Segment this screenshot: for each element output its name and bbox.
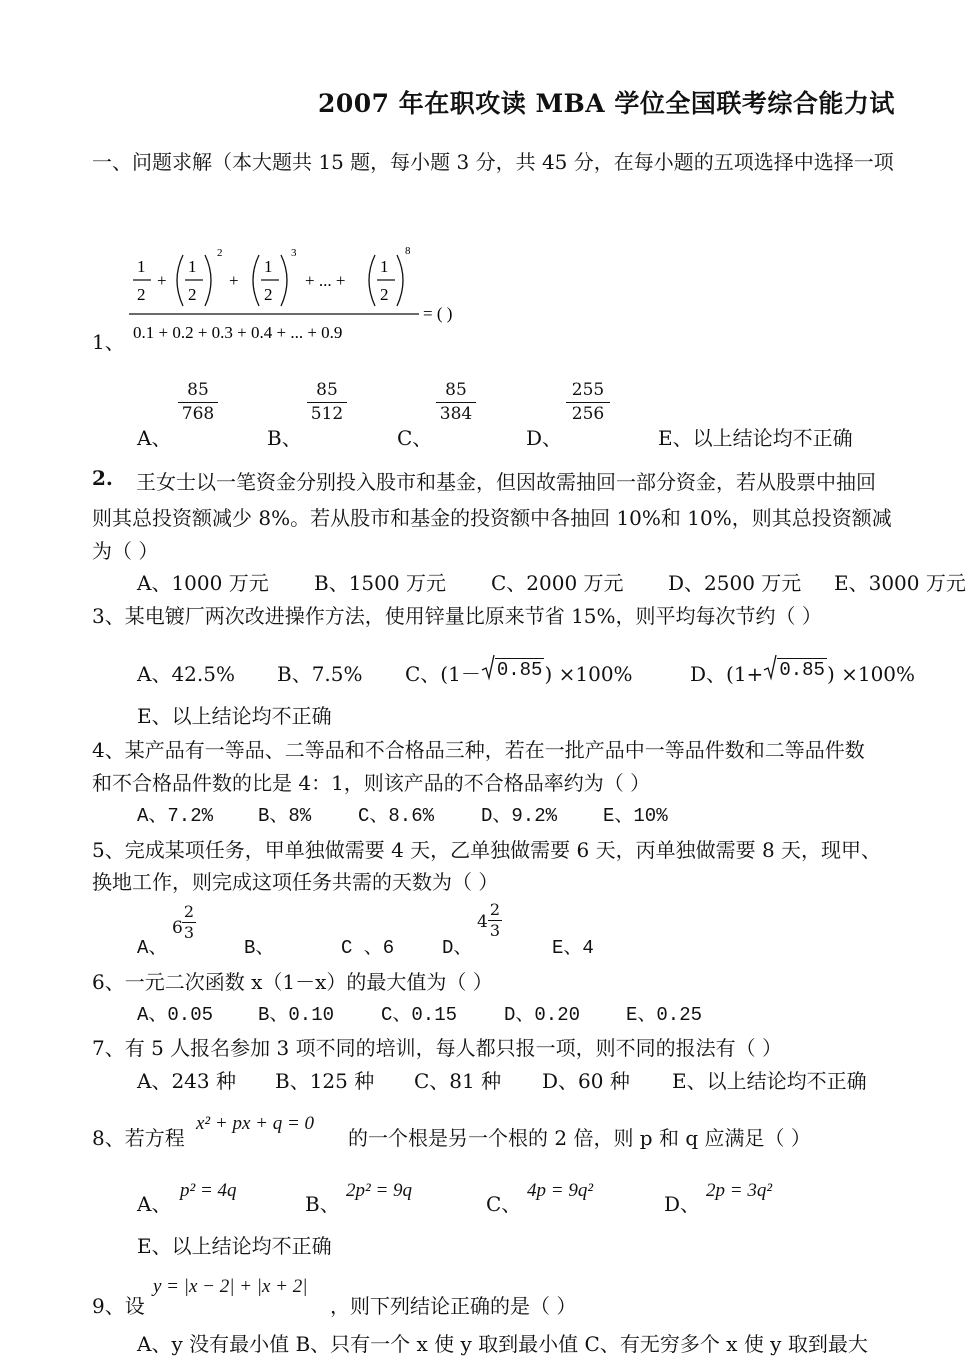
q1-term3-num: 1 — [264, 257, 273, 276]
q9-equation: y = |x − 2| + |x + 2| — [153, 1276, 308, 1297]
q3-option-b: B、7.5% — [277, 662, 363, 686]
q6-option-b: B、0.10 — [258, 1004, 335, 1026]
section-header: 一、问题求解（本大题共 15 题，每小题 3 分，共 45 分，在每小题的五项选择中选择一项 — [92, 150, 894, 174]
q8-option-c-expr: 4p = 9q² — [527, 1180, 594, 1201]
q1-option-e: E、以上结论均不正确 — [658, 426, 853, 450]
q8-option-d-expr: 2p = 3q² — [706, 1180, 773, 1201]
question-number: 1、 — [92, 330, 125, 354]
q9-pre: 9、设 — [92, 1294, 145, 1318]
q3-option-e: E、以上结论均不正确 — [137, 704, 332, 728]
q3-option-d: D、(1+ 0.85 ) ×100% — [690, 658, 915, 687]
q2-line3: 为（ ） — [92, 539, 159, 563]
q2-line1: 王女士以一笔资金分别投入股市和基金，但因故需抽回一部分资金，若从股票中抽回 — [136, 470, 876, 494]
q8-option-e: E、以上结论均不正确 — [137, 1234, 332, 1258]
q7-option-d: D、60 种 — [542, 1069, 630, 1093]
q8-option-b-label: B、 — [305, 1192, 340, 1216]
q5-line2: 换地工作，则完成这项任务共需的天数为（ ） — [92, 870, 499, 894]
q7-stem: 7、有 5 人报名参加 3 项不同的培训，每人都只报一项，则不同的报法有（ ） — [92, 1036, 782, 1060]
q6-option-a: A、0.05 — [137, 1004, 214, 1026]
q1-term2-num: 1 — [188, 257, 197, 276]
q1-term3-den: 2 — [264, 285, 273, 304]
q7-option-b: B、125 种 — [275, 1069, 375, 1093]
q1-option-b-fraction: 85 512 — [307, 382, 347, 423]
q1-option-d-label: D、 — [526, 426, 563, 450]
q4-line2: 和不合格品件数的比是 4：1，则该产品的不合格品率约为（ ） — [92, 771, 651, 795]
q4-line1: 4、某产品有一等品、二等品和不合格品三种，若在一批产品中一等品件数和二等品件数 — [92, 738, 865, 762]
q6-option-e: E、0.25 — [626, 1004, 703, 1026]
q1-option-c-fraction: 85 384 — [436, 382, 476, 423]
q2-option-c: C、2000 万元 — [491, 571, 624, 595]
question-number: 2. — [92, 466, 113, 490]
page-title: 2007 年在职攻读 MBA 学位全国联考综合能力试 — [318, 89, 895, 118]
q5-option-a-whole: 6 — [172, 918, 183, 938]
q1-plus: + — [229, 271, 239, 290]
q1-option-a-fraction: 85 768 — [178, 382, 218, 423]
q5-option-a-label: A、 — [137, 937, 168, 959]
q8-option-d-label: D、 — [664, 1192, 701, 1216]
q1-term8-num: 1 — [380, 257, 389, 276]
q8-pre: 8、若方程 — [92, 1126, 185, 1150]
q1-exp8: 8 — [405, 245, 411, 257]
q5-option-e: E、4 — [552, 937, 594, 959]
q8-post: 的一个根是另一个根的 2 倍，则 p 和 q 应满足（ ） — [348, 1126, 811, 1150]
q5-option-d-fraction: 2 3 — [489, 900, 501, 940]
q1-term1-den: 2 — [137, 285, 146, 304]
q4-option-c: C、8.6% — [358, 805, 435, 827]
q1-dots: + ... + — [305, 271, 346, 290]
q1-plus: + — [157, 271, 167, 290]
q6-option-c: C、0.15 — [381, 1004, 458, 1026]
q6-stem: 6、一元二次函数 x（1－x）的最大值为（ ） — [92, 970, 493, 994]
q2-option-b: B、1500 万元 — [314, 571, 446, 595]
q1-term8-den: 2 — [380, 285, 389, 304]
q8-equation: x² + px + q = 0 — [196, 1113, 315, 1134]
q2-line2: 则其总投资额减少 8%。若从股市和基金的投资额中各抽回 10%和 10%，则其总投资额减 — [92, 506, 892, 530]
q5-option-c: C 、6 — [341, 937, 395, 959]
q1-exp3: 3 — [291, 247, 297, 259]
q1-option-a-label: A、 — [137, 426, 172, 450]
q1-option-b-label: B、 — [267, 426, 302, 450]
q2-option-a: A、1000 万元 — [137, 571, 269, 595]
q7-option-c: C、81 种 — [414, 1069, 502, 1093]
q1-term2-den: 2 — [188, 285, 197, 304]
q1-option-d-fraction: 255 256 — [566, 382, 610, 423]
q2-option-e: E、3000 万元 — [834, 571, 966, 595]
q1-option-c-label: C、 — [397, 426, 433, 450]
q4-option-e: E、10% — [603, 805, 668, 827]
q6-option-d: D、0.20 — [504, 1004, 581, 1026]
q9-post: ，则下列结论正确的是（ ） — [330, 1294, 577, 1318]
q1-equals: = ( ) — [423, 304, 453, 323]
q5-option-d-whole: 4 — [477, 912, 488, 932]
q8-option-c-label: C、 — [486, 1192, 522, 1216]
q3-option-a: A、42.5% — [137, 662, 235, 686]
q1-fraction-expression — [125, 240, 505, 345]
q3-option-c: C、(1－ 0.85 ) ×100% — [405, 658, 633, 687]
q5-option-b: B、 — [244, 937, 275, 959]
q4-option-b: B、8% — [258, 805, 312, 827]
q1-exp2: 2 — [217, 247, 223, 259]
q5-line1: 5、完成某项任务，甲单独做需要 4 天，乙单独做需要 6 天，丙单独做需要 8 天，现甲、 — [92, 838, 882, 862]
sqrt-expression: 0.85 — [763, 662, 827, 687]
q5-option-a-fraction: 2 3 — [183, 902, 195, 942]
sqrt-expression: 0.85 — [481, 662, 545, 687]
q7-option-a: A、243 种 — [137, 1069, 236, 1093]
q5-option-d-label: D、 — [442, 937, 473, 959]
q4-option-d: D、9.2% — [481, 805, 558, 827]
q3-stem: 3、某电镀厂两次改进操作方法，使用锌量比原来节省 15%，则平均每次节约（ ） — [92, 604, 822, 628]
q1-denominator: 0.1 + 0.2 + 0.3 + 0.4 + ... + 0.9 — [133, 323, 343, 342]
q1-term1-num: 1 — [137, 257, 146, 276]
q8-option-a-label: A、 — [137, 1192, 172, 1216]
q2-option-d: D、2500 万元 — [668, 571, 802, 595]
q8-option-b-expr: 2p² = 9q — [346, 1180, 413, 1201]
q4-option-a: A、7.2% — [137, 805, 214, 827]
q7-option-e: E、以上结论均不正确 — [672, 1069, 867, 1093]
q8-option-a-expr: p² = 4q — [180, 1180, 237, 1201]
q9-options: A、y 没有最小值 B、只有一个 x 使 y 取到最小值 C、有无穷多个 x 使 y 取到最大 — [137, 1332, 868, 1356]
